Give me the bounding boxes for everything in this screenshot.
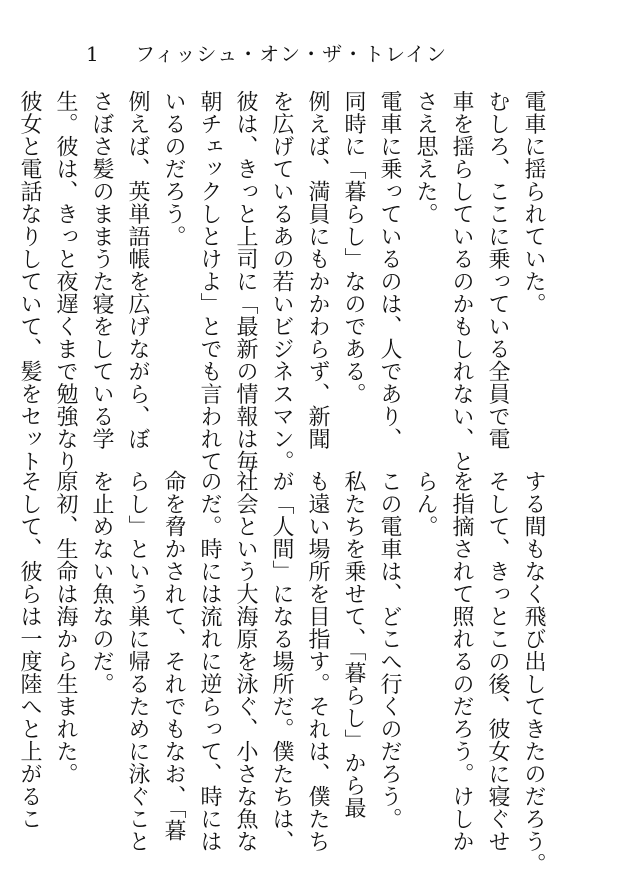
text-line: 例えば、満員にもかかわらず、新聞 [305,90,330,450]
text-line: そして、彼らは一度陸へと上がるこ [17,470,42,830]
text-line: らん。 [413,470,438,538]
text-line: 社会という大海原を泳ぐ、小さな魚な [233,470,258,853]
upper-text-block [11,90,551,473]
text-line: 電車に乗っているのは、人であり、 [377,90,402,450]
text-line: する間もなく飛び出してきたのだろう。 [521,470,546,875]
text-line: を指摘されて照れるのだろう。けしか [449,470,474,853]
text-line: 私たちを乗せて、「暮らし」から最 [341,470,366,819]
text-line: 同時に「暮らし」なのである。 [341,90,366,405]
text-line: この電車は、どこへ行くのだろう。 [377,470,402,830]
text-line: さえ思えた。 [413,90,438,225]
text-line: 彼は、きっと上司に「最新の情報は毎 [233,90,258,473]
text-line: 例えば、英単語帳を広げながら、ぼ [125,90,150,450]
text-line: 命を脅かされて、それでもなお、「暮 [161,470,186,842]
text-line: いるのだろう。 [161,90,186,248]
text-line: のだ。時には流れに逆らって、時には [197,470,222,853]
text-line: 電車に揺られていた。 [521,90,546,315]
text-line: を広げているあの若いビジネスマン。 [269,90,294,473]
text-line: が「人間」になる場所だ。僕たちは、 [269,470,294,853]
text-line: 原初、生命は海から生まれた。 [53,470,78,785]
text-line: むしろ、ここに乗っている全員で電 [485,90,510,450]
chapter-title: フィッシュ・オン・ザ・トレイン [135,42,448,66]
text-line: らし」という巣に帰るために泳ぐこと [125,470,150,853]
text-line: 車を揺らしているのかもしれない、と [449,90,474,473]
text-line: 朝チェックしとけよ」とでも言われて [197,90,222,473]
text-line: 生。彼は、きっと夜遅くまで勉強なり [53,90,78,473]
text-line: そして、きっとこの後、彼女に寝ぐせ [485,470,510,853]
text-line: も遠い場所を目指す。それは、僕たち [305,470,330,853]
text-line: 彼女と電話なりしていて、髪をセット [17,90,42,473]
lower-text-block [11,470,551,875]
text-line: さぼさ髪のままうた寝をしている学 [89,90,114,450]
page-header [86,38,447,67]
page-number: 1 [86,42,100,66]
text-line: を止めない魚なのだ。 [89,470,114,695]
